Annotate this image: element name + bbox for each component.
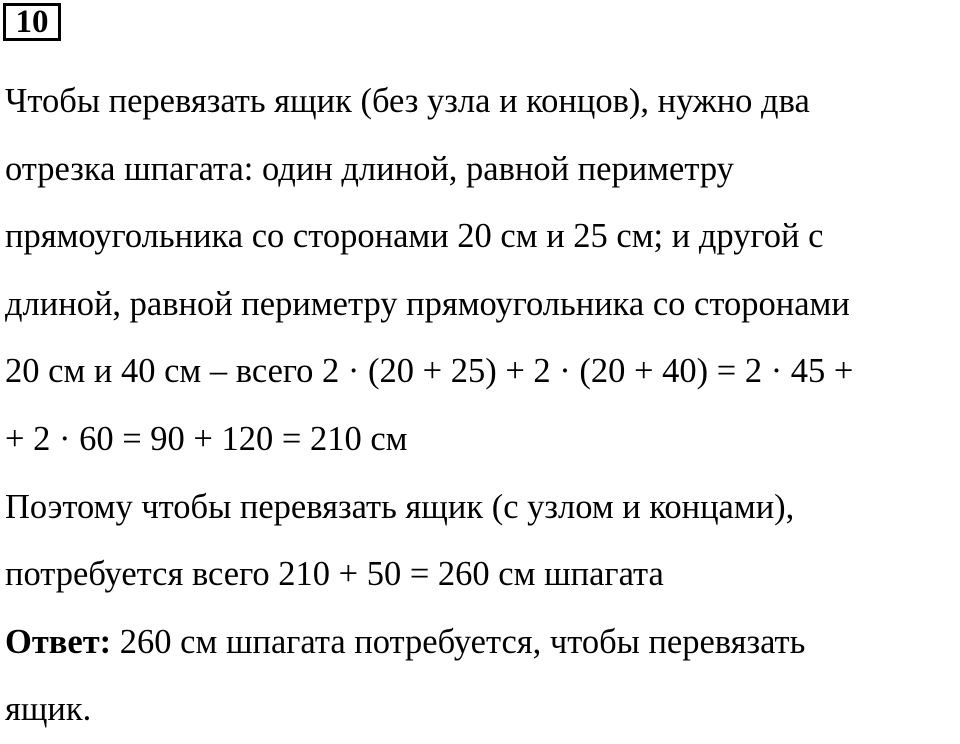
solution-line: + 2 · 60 = 90 + 120 = 210 см xyxy=(5,419,408,458)
solution-line: отрезка шпагата: один длиной, равной периметру xyxy=(5,149,734,188)
solution-text xyxy=(5,68,957,744)
solution-line: потребуется всего 210 + 50 = 260 см шпагата xyxy=(5,555,664,594)
solution-line: Чтобы перевязать ящик (без узла и концов), нужно два xyxy=(5,82,810,120)
task-number-box: 10 xyxy=(3,3,61,41)
solution-line: прямоугольника со сторонами 20 см и 25 см; и другой с xyxy=(5,217,824,256)
solution-line: длиной, равной периметру прямоугольника со сторонами xyxy=(5,284,850,323)
answer-text: 260 см шпагата потребуется, чтобы перевязать xyxy=(111,622,806,661)
answer-label: Ответ: xyxy=(5,622,112,661)
answer-continuation: ящик. xyxy=(5,690,92,729)
solution-line: 20 см и 40 см – всего 2 · (20 + 25) + 2 · (20 + 40) = 2 · 45 + xyxy=(5,352,854,391)
solution-line: Поэтому чтобы перевязать ящик (с узлом и концами), xyxy=(5,487,795,526)
answer-line xyxy=(5,609,957,677)
